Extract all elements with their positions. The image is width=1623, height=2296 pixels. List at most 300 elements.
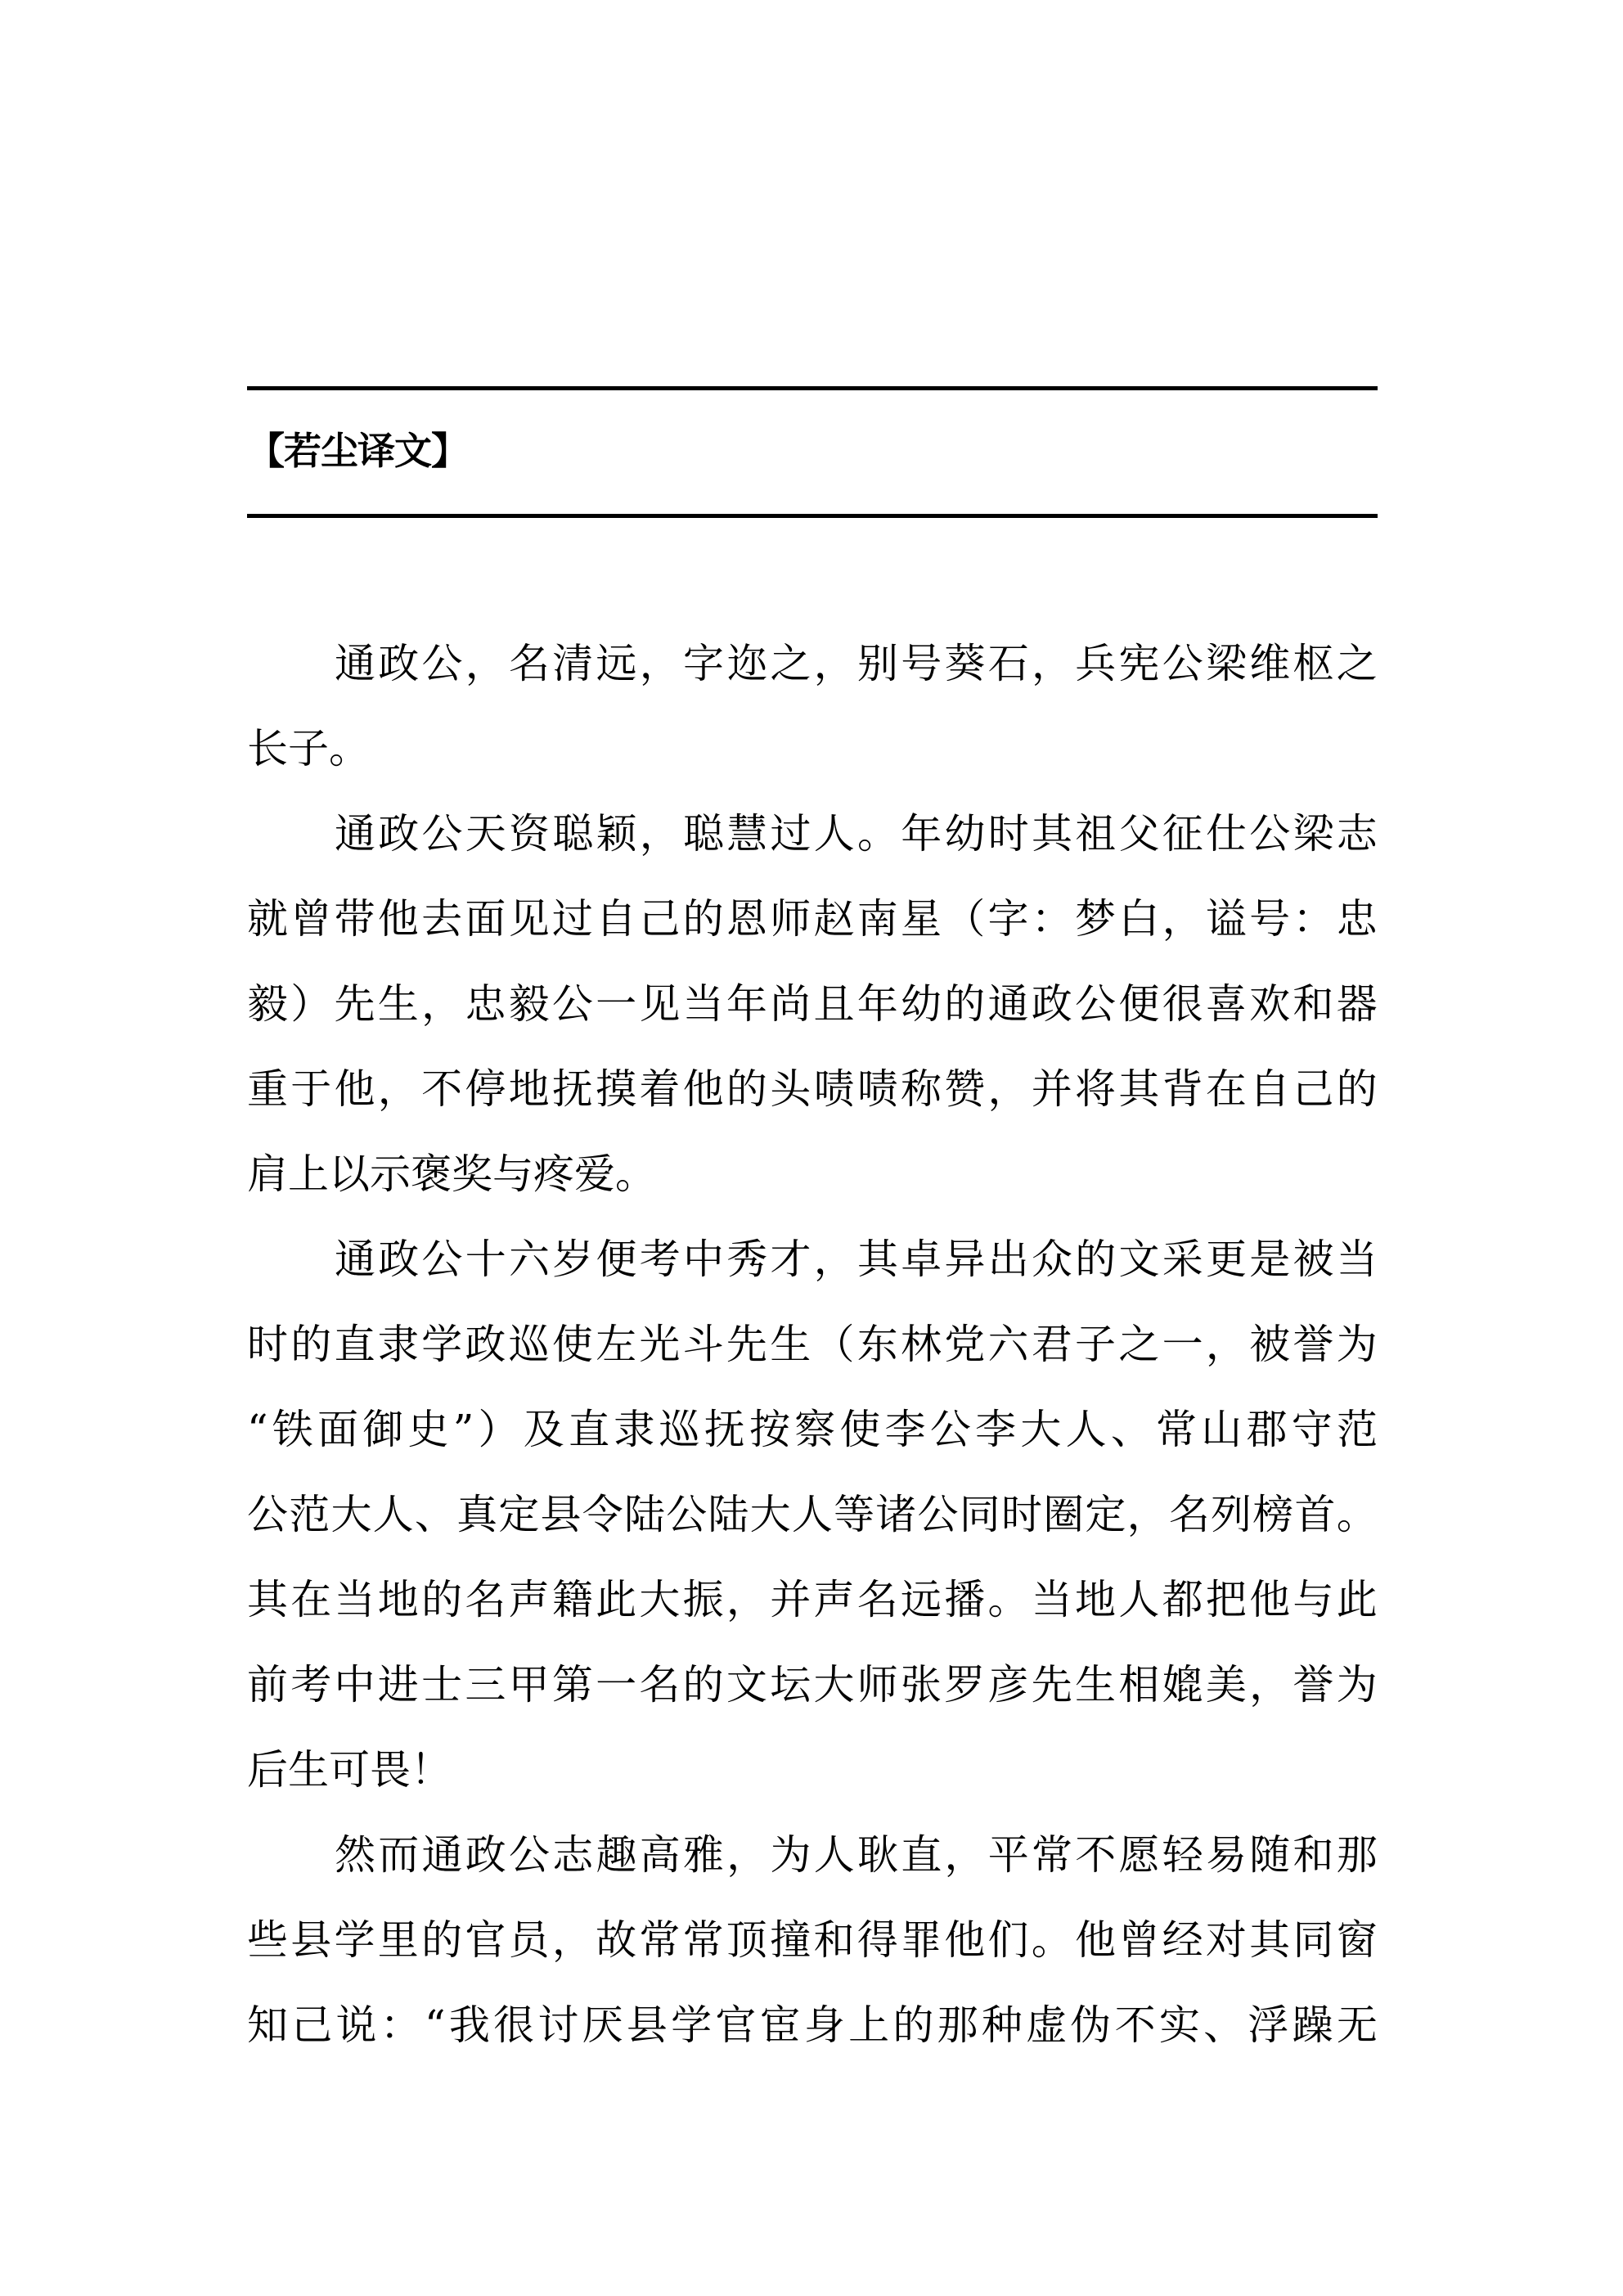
glyph: 、 (414, 1491, 456, 1538)
glyph: 祖 (1075, 810, 1117, 858)
glyph: 的 (726, 1065, 767, 1113)
glyph: 被 (1249, 1321, 1291, 1368)
glyph: 不 (1114, 2001, 1156, 2049)
text-line (247, 807, 1378, 892)
glyph: 直 (569, 1406, 609, 1453)
glyph: 生 (770, 1321, 812, 1368)
glyph: 年 (901, 810, 942, 858)
glyph: 县 (290, 1916, 332, 1964)
glyph: 师 (770, 895, 812, 943)
glyph: 员 (508, 1916, 550, 1964)
glyph: 上 (848, 2001, 890, 2049)
glyph: 和 (813, 1916, 855, 1964)
glyph: 首 (1294, 1491, 1336, 1538)
glyph: 他 (1075, 1916, 1117, 1964)
glyph: 出 (987, 1236, 1029, 1283)
glyph: 及 (523, 1406, 564, 1453)
glyph: 当 (334, 1576, 375, 1623)
glyph: 啧 (856, 1065, 898, 1113)
glyph: 政 (378, 810, 420, 858)
glyph: 摸 (596, 1065, 637, 1113)
glyph: 史 (407, 1406, 449, 1453)
glyph: 得 (856, 1916, 898, 1964)
glyph: 对 (1205, 1916, 1247, 1964)
glyph: 之 (770, 640, 812, 687)
glyph: 自 (596, 895, 637, 943)
glyph: 带 (334, 895, 375, 943)
glyph: 十 (465, 1236, 506, 1283)
glyph: 在 (290, 1576, 332, 1623)
glyph: 媲 (1162, 1661, 1203, 1708)
glyph: 公 (421, 1236, 463, 1283)
glyph: ： (1293, 895, 1334, 943)
glyph: 一 (596, 980, 637, 1028)
glyph: 的 (421, 1916, 463, 1964)
text-line: 长子。 (247, 725, 370, 772)
glyph: ， (813, 640, 855, 687)
glyph: 大 (813, 1661, 855, 1708)
glyph: 人 (372, 1491, 414, 1538)
glyph: 知 (247, 2001, 288, 2049)
glyph: 的 (892, 2001, 934, 2049)
glyph: 南 (856, 895, 898, 943)
glyph: 定 (498, 1491, 540, 1538)
glyph: 大 (1020, 1406, 1062, 1453)
glyph: 通 (335, 810, 375, 858)
glyph: 梦 (1075, 895, 1117, 943)
glyph: 文 (726, 1661, 767, 1708)
glyph: ， (726, 1831, 768, 1879)
glyph: 字 (987, 895, 1029, 943)
glyph: 其 (857, 1236, 898, 1283)
glyph: 恩 (726, 895, 767, 943)
glyph: 字 (683, 640, 724, 687)
glyph: 御 (362, 1406, 404, 1453)
glyph: 伪 (1070, 2001, 1112, 2049)
glyph: 范 (289, 1491, 330, 1538)
glyph: 李 (884, 1406, 926, 1453)
glyph: 常 (1156, 1406, 1198, 1453)
glyph: 公 (421, 810, 463, 858)
glyph: 曾 (1118, 1916, 1160, 1964)
glyph: 然 (335, 1831, 375, 1879)
glyph: 随 (1249, 1831, 1291, 1879)
glyph: 生 (377, 980, 419, 1028)
glyph: 梁 (1206, 640, 1247, 687)
glyph: 是 (1249, 1236, 1291, 1283)
glyph: 通 (987, 980, 1029, 1028)
glyph: ： (1031, 895, 1072, 943)
glyph: 彦 (987, 1661, 1029, 1708)
glyph: 面 (465, 895, 506, 943)
glyph: 山 (1201, 1406, 1243, 1453)
glyph: ， (1162, 895, 1203, 943)
glyph: 先 (1031, 1661, 1072, 1708)
glyph: 志 (1336, 810, 1378, 858)
glyph: 声 (813, 1576, 855, 1623)
glyph: 年 (726, 980, 767, 1028)
glyph: 通 (335, 1236, 375, 1283)
glyph: 枢 (1293, 640, 1334, 687)
glyph: 别 (857, 640, 898, 687)
text-line (247, 637, 1378, 722)
glyph: ， (551, 1916, 593, 1964)
glyph: 、 (1203, 2001, 1245, 2049)
glyph: 星 (900, 895, 942, 943)
glyph: 师 (856, 1661, 898, 1708)
glyph: 时 (1000, 1491, 1042, 1538)
glyph: 其 (1032, 810, 1072, 858)
glyph: 停 (465, 1065, 506, 1113)
glyph: 时 (247, 1321, 288, 1368)
glyph: 振 (682, 1576, 724, 1623)
paragraph-1 (247, 637, 1378, 807)
glyph: 更 (1206, 1236, 1247, 1283)
glyph: 人 (813, 810, 855, 858)
glyph: 我 (448, 2001, 490, 2049)
glyph: 石 (987, 640, 1029, 687)
glyph: 地 (508, 1065, 550, 1113)
glyph: 重 (247, 1065, 288, 1113)
glyph: 县 (626, 2001, 668, 2049)
glyph: 父 (1118, 810, 1160, 858)
glyph: 见 (639, 980, 681, 1028)
glyph: 政 (465, 1321, 506, 1368)
text-line (247, 1317, 1378, 1402)
glyph: 公 (1075, 980, 1117, 1028)
glyph: 学 (421, 1321, 463, 1368)
glyph: 罗 (944, 1661, 986, 1708)
glyph: 诸 (875, 1491, 917, 1538)
glyph: 的 (1336, 1065, 1378, 1113)
glyph: 左 (596, 1321, 637, 1368)
glyph: 察 (794, 1406, 836, 1453)
glyph: 。 (1031, 1916, 1072, 1964)
glyph: 公 (509, 1831, 550, 1879)
glyph: 头 (770, 1065, 812, 1113)
glyph: 通 (421, 1831, 463, 1879)
glyph: 士 (421, 1661, 463, 1708)
glyph: 按 (749, 1406, 790, 1453)
text-line (247, 892, 1378, 977)
glyph: 当 (1031, 1576, 1072, 1623)
glyph: ， (813, 1236, 855, 1283)
glyph: 的 (1075, 1236, 1117, 1283)
glyph: 考 (639, 1236, 681, 1283)
glyph: 过 (551, 895, 593, 943)
glyph: 定 (1085, 1491, 1126, 1538)
glyph: 他 (682, 1065, 724, 1113)
glyph: 誉 (1293, 1321, 1334, 1368)
text-line (247, 1913, 1378, 1998)
glyph: 誉 (1293, 1661, 1334, 1708)
glyph: “ (247, 1406, 268, 1453)
glyph: 考 (290, 1661, 332, 1708)
glyph: 坛 (770, 1661, 812, 1708)
glyph: 此 (596, 1576, 637, 1623)
glyph: 范 (1336, 1406, 1378, 1453)
glyph: 躁 (1292, 2001, 1333, 2049)
glyph: 大 (749, 1491, 791, 1538)
glyph: 美 (1205, 1661, 1247, 1708)
glyph: 名 (465, 1576, 506, 1623)
glyph: 远 (596, 640, 637, 687)
glyph: 种 (981, 2001, 1023, 2049)
glyph: 梁 (1293, 810, 1334, 858)
glyph: 一 (596, 1661, 637, 1708)
glyph: 故 (596, 1916, 637, 1964)
glyph: 慧 (726, 810, 768, 858)
glyph: 人 (1065, 1406, 1107, 1453)
glyph: 称 (900, 1065, 942, 1113)
glyph: 无 (1336, 2001, 1378, 2049)
glyph: 很 (1162, 980, 1203, 1028)
glyph: 志 (552, 1831, 594, 1879)
glyph: 林 (900, 1321, 942, 1368)
translation-body (247, 637, 1378, 2083)
glyph: 播 (944, 1576, 986, 1623)
glyph: 陆 (708, 1491, 749, 1538)
text-line (247, 1488, 1378, 1573)
glyph: 其 (247, 1576, 288, 1623)
glyph: 秀 (726, 1236, 768, 1283)
glyph: 不 (1075, 1831, 1117, 1879)
glyph: 号 (901, 640, 942, 687)
glyph: 中 (683, 1236, 724, 1283)
glyph: 子 (1075, 1321, 1117, 1368)
glyph: 政 (378, 1236, 420, 1283)
glyph: 并 (1031, 1065, 1072, 1113)
glyph: 圈 (1043, 1491, 1085, 1538)
text-line (247, 977, 1378, 1062)
glyph: 都 (1162, 1576, 1203, 1623)
glyph: 抚 (551, 1065, 593, 1113)
glyph: 身 (803, 2001, 845, 2049)
glyph: 和 (1293, 1831, 1334, 1879)
glyph: ， (465, 640, 506, 687)
glyph: 。 (857, 810, 898, 858)
glyph: （ (813, 1321, 855, 1368)
glyph: 卓 (901, 1236, 942, 1283)
glyph: 学 (671, 2001, 713, 2049)
glyph: 当 (1336, 1236, 1378, 1283)
glyph: 直 (901, 1831, 942, 1879)
glyph: 被 (1293, 1236, 1334, 1283)
glyph: 公 (421, 640, 463, 687)
glyph: 器 (1336, 980, 1378, 1028)
glyph: 为 (1336, 1321, 1378, 1368)
glyph: 和 (1293, 980, 1334, 1028)
glyph: 聪 (552, 810, 594, 858)
glyph: 相 (1118, 1661, 1160, 1708)
glyph: 铁 (272, 1406, 313, 1453)
section-heading: 【若尘译文】 (247, 429, 468, 473)
glyph: ， (944, 1831, 986, 1879)
heading-top-rule (247, 386, 1378, 390)
glyph: 罪 (900, 1916, 942, 1964)
glyph: 年 (856, 980, 898, 1028)
glyph: 他 (944, 1916, 986, 1964)
glyph: 列 (1211, 1491, 1252, 1538)
glyph: 政 (465, 1831, 506, 1879)
glyph: ） (290, 980, 332, 1028)
glyph: 着 (639, 1065, 681, 1113)
text-line (247, 1402, 1378, 1488)
glyph: 之 (1336, 640, 1378, 687)
glyph: 学 (334, 1916, 375, 1964)
glyph: 背 (1162, 1065, 1203, 1113)
glyph: 异 (944, 1236, 986, 1283)
glyph: 六 (509, 1236, 550, 1283)
glyph: 同 (1293, 1916, 1334, 1964)
glyph: 使 (551, 1321, 593, 1368)
glyph: 面 (317, 1406, 359, 1453)
glyph: 东 (856, 1321, 898, 1368)
glyph: 幼 (900, 980, 942, 1028)
glyph: 名 (1168, 1491, 1210, 1538)
text-line (247, 1573, 1378, 1658)
glyph: 愿 (1118, 1831, 1160, 1879)
glyph: 为 (770, 1831, 812, 1879)
glyph: 人 (791, 1491, 833, 1538)
glyph: 陆 (623, 1491, 665, 1538)
glyph: 谥 (1205, 895, 1247, 943)
glyph: 生 (1075, 1661, 1117, 1708)
glyph: 岁 (552, 1236, 594, 1283)
glyph: 些 (247, 1916, 288, 1964)
glyph: 把 (1205, 1576, 1247, 1623)
glyph: ， (1249, 1661, 1291, 1708)
text-line (247, 1828, 1378, 1913)
glyph: 公 (1249, 810, 1291, 858)
glyph: 远 (900, 1576, 942, 1623)
glyph: 令 (582, 1491, 623, 1538)
glyph: 去 (421, 895, 463, 943)
glyph: 就 (247, 895, 288, 943)
glyph: 啧 (813, 1065, 855, 1113)
glyph: ， (639, 810, 681, 858)
glyph: 轻 (1162, 1831, 1203, 1879)
glyph: 的 (944, 980, 986, 1028)
glyph: 县 (540, 1491, 582, 1538)
text-line: 后生可畏！ (247, 1746, 452, 1794)
glyph: 前 (247, 1661, 288, 1708)
glyph: “ (425, 2001, 446, 2049)
glyph: 公 (1162, 640, 1203, 687)
glyph: 甲 (508, 1661, 550, 1708)
glyph: ， (726, 1576, 767, 1623)
glyph: 兵 (1075, 640, 1117, 687)
glyph: 官 (465, 1916, 506, 1964)
glyph: 地 (1075, 1576, 1117, 1623)
glyph: 公 (929, 1406, 971, 1453)
glyph: 宦 (759, 2001, 801, 2049)
glyph: 官 (715, 2001, 757, 2049)
glyph: 赞 (944, 1065, 986, 1113)
glyph: 将 (1075, 1065, 1117, 1113)
glyph: 公 (666, 1491, 708, 1538)
text-line: 肩上以示褒奖与疼爱。 (247, 1150, 656, 1198)
glyph: （ (944, 895, 986, 943)
glyph: 天 (465, 810, 506, 858)
glyph: 他 (1249, 1576, 1291, 1623)
glyph: 李 (975, 1406, 1017, 1453)
glyph: 。 (987, 1576, 1029, 1623)
glyph: 雅 (683, 1831, 724, 1879)
glyph: 此 (1336, 1576, 1378, 1623)
glyph: 撞 (770, 1916, 812, 1964)
glyph: 厌 (582, 2001, 623, 2049)
glyph: 声 (508, 1576, 550, 1623)
glyph: 的 (290, 1321, 332, 1368)
glyph: 大 (330, 1491, 372, 1538)
glyph: 使 (839, 1406, 881, 1453)
glyph: 其 (1249, 1916, 1291, 1964)
glyph: 尚 (770, 980, 812, 1028)
glyph: 众 (1032, 1236, 1072, 1283)
paragraph-2 (247, 807, 1378, 1232)
glyph: 讨 (537, 2001, 579, 2049)
glyph: 资 (509, 810, 550, 858)
glyph: ， (1205, 1321, 1247, 1368)
glyph: 先 (334, 980, 375, 1028)
glyph: 巡 (659, 1406, 700, 1453)
glyph: 曾 (290, 895, 332, 943)
glyph: 名 (509, 640, 550, 687)
glyph: 己 (291, 2001, 333, 2049)
glyph: 常 (682, 1916, 724, 1964)
glyph: ： (380, 2001, 421, 2049)
glyph: 清 (552, 640, 594, 687)
glyph: ， (421, 980, 463, 1028)
glyph: 白 (1118, 895, 1160, 943)
glyph: ， (987, 1065, 1029, 1113)
glyph: 的 (682, 1661, 724, 1708)
glyph: 忠 (1336, 895, 1378, 943)
glyph: 六 (987, 1321, 1029, 1368)
glyph: 张 (900, 1661, 942, 1708)
glyph: 很 (493, 2001, 535, 2049)
text-line (247, 1998, 1378, 2083)
glyph: 赵 (813, 895, 855, 943)
glyph: 常 (639, 1916, 681, 1964)
glyph: 名 (639, 1661, 681, 1708)
glyph: 迩 (726, 640, 768, 687)
glyph: 聪 (683, 810, 724, 858)
paragraph-3 (247, 1232, 1378, 1828)
glyph: 巡 (508, 1321, 550, 1368)
glyph: 仕 (1206, 810, 1247, 858)
glyph: 经 (1162, 1916, 1203, 1964)
glyph: 在 (1205, 1065, 1247, 1113)
glyph: 郡 (1246, 1406, 1288, 1453)
glyph: 当 (682, 980, 724, 1028)
glyph: 斗 (682, 1321, 724, 1368)
glyph: 他 (334, 1065, 375, 1113)
glyph: 见 (508, 895, 550, 943)
glyph: 己 (1293, 1065, 1334, 1113)
glyph: 那 (1336, 1831, 1378, 1879)
text-line (247, 1062, 1378, 1147)
glyph: 过 (770, 810, 812, 858)
glyph: 中 (334, 1661, 375, 1708)
glyph: 而 (378, 1831, 420, 1879)
glyph: 于 (290, 1065, 332, 1113)
glyph: 易 (1206, 1831, 1247, 1879)
glyph: 人 (1118, 1576, 1160, 1623)
glyph: 人 (813, 1831, 855, 1879)
glyph: 平 (987, 1831, 1029, 1879)
